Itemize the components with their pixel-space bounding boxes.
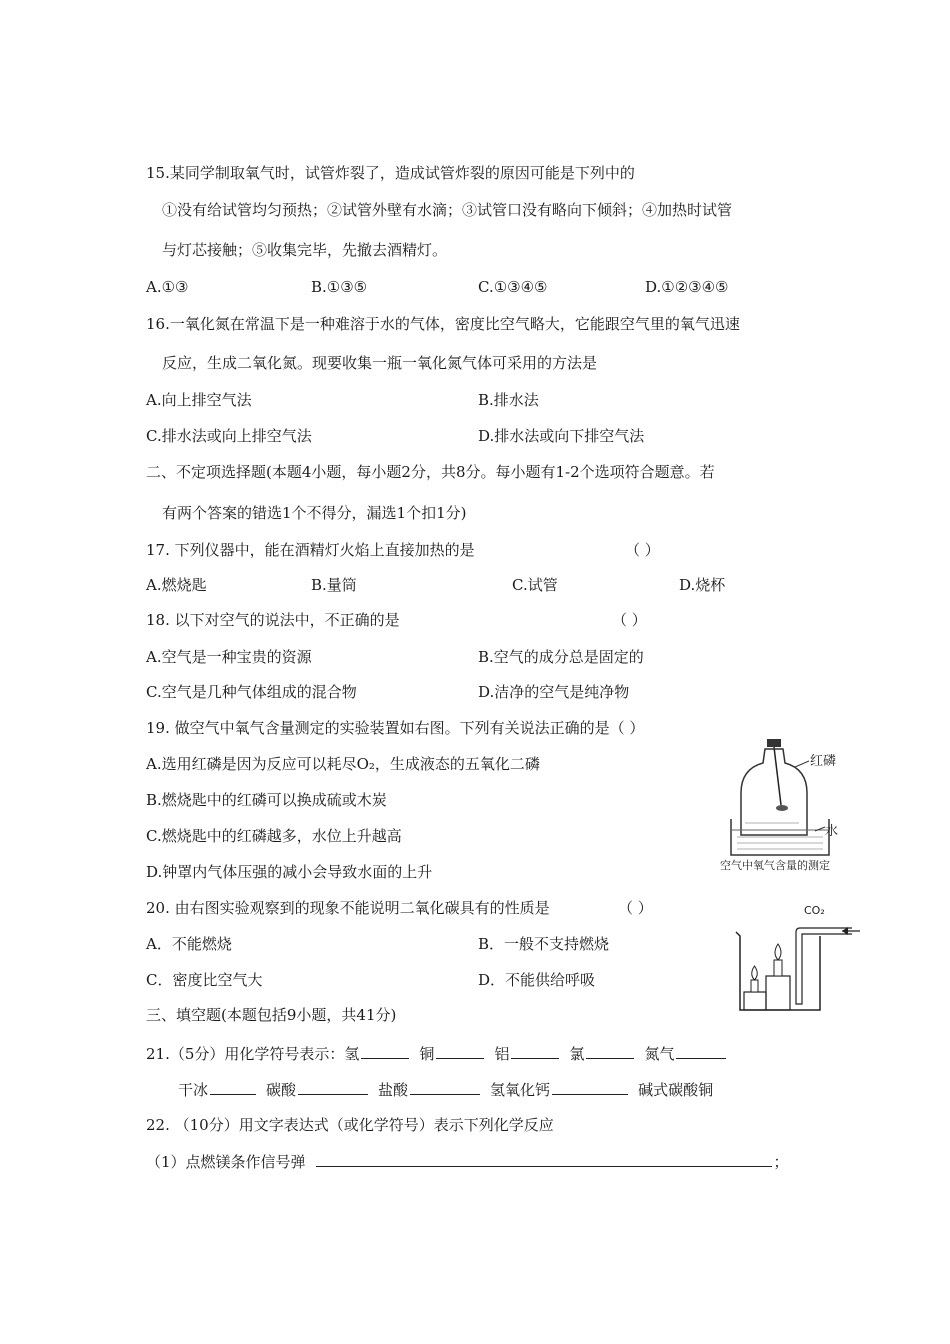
q19-apparatus-figure xyxy=(715,735,845,875)
section2-heading: 二、不定项选择题(本题4小题，每小题2分，共8分。每小题有1-2个选项符合题意。若 xyxy=(146,463,715,481)
q19-option-a: A.选用红磷是因为反应可以耗尽O₂，生成液态的五氧化二磷 xyxy=(146,755,540,773)
q21-item-hydrochloric-acid: 盐酸 xyxy=(378,1081,409,1099)
q20-answer-paren: （ ） xyxy=(618,899,653,917)
lower-step xyxy=(744,992,766,1010)
q20-stem: 20. 由右图实验观察到的现象不能说明二氧化碳具有的性质是 xyxy=(146,899,550,917)
q16-line2: 反应，生成二氧化氮。现要收集一瓶一氧化氮气体可采用的方法是 xyxy=(162,354,598,372)
q16-option-c: C.排水法或向上排空气法 xyxy=(146,427,312,445)
section2-note: 有两个答案的错选1个不得分，漏选1个扣1分) xyxy=(162,504,467,522)
q21-item-copper: 铜 xyxy=(419,1045,435,1063)
q17-option-b: B.量筒 xyxy=(311,576,357,594)
q22-item1 xyxy=(146,1150,789,1172)
q21-item-hydrogen: 氢 xyxy=(344,1045,360,1063)
q16-option-b: B.排水法 xyxy=(478,391,539,409)
q17-option-c: C.试管 xyxy=(512,576,558,594)
q21-item-calcium-hydroxide: 氢氧化钙 xyxy=(490,1081,551,1099)
q21-blank-copper[interactable] xyxy=(436,1042,484,1059)
q18-option-a: A.空气是一种宝贵的资源 xyxy=(146,648,312,666)
q19-stem: 19. 做空气中氧气含量测定的实验装置如右图。下列有关说法正确的是（ ） xyxy=(146,719,645,737)
short-candle xyxy=(751,980,758,992)
q22-stem: 22. （10分）用文字表达式（或化学符号）表示下列化学反应 xyxy=(146,1116,554,1134)
q19-option-c: C.燃烧匙中的红磷越多，水位上升越高 xyxy=(146,827,402,845)
higher-step xyxy=(766,976,790,1010)
q21-item-basic-copper-carbonate: 碱式碳酸铜 xyxy=(638,1081,714,1099)
q20-option-a: A．不能燃烧 xyxy=(146,935,232,953)
q21-item-carbonic-acid: 碳酸 xyxy=(266,1081,297,1099)
q15-option-d: D.①②③④⑤ xyxy=(645,278,729,296)
q17-option-d: D.烧杯 xyxy=(679,576,726,594)
q22-item1-end: ； xyxy=(773,1153,789,1171)
label-co2: CO₂ xyxy=(804,904,825,917)
q21-blank-nitrogen[interactable] xyxy=(676,1042,726,1059)
q16-stem: 16.一氧化氮在常温下是一种难溶于水的气体，密度比空气略大，它能跟空气里的氧气迅速 xyxy=(146,315,740,333)
q15-option-a: A.①③ xyxy=(146,278,189,296)
q21-prefix: 21.（5分）用化学符号表示： xyxy=(146,1045,345,1063)
q20-option-d: D．不能供给呼吸 xyxy=(478,971,596,989)
q18-option-b: B.空气的成分总是固定的 xyxy=(478,648,644,666)
q18-option-d: D.洁净的空气是纯净物 xyxy=(478,683,630,701)
q17-answer-paren: （ ） xyxy=(625,541,660,559)
q21-blank-hydrochloric-acid[interactable] xyxy=(410,1078,480,1095)
q15-line2: ①没有给试管均匀预热；②试管外壁有水滴；③试管口没有略向下倾斜；④加热时试管 xyxy=(162,201,733,219)
q21-blank-calcium-hydroxide[interactable] xyxy=(552,1078,628,1095)
q21-blank-dry-ice[interactable] xyxy=(210,1078,256,1095)
q15-option-b: B.①③⑤ xyxy=(311,278,368,296)
q21-item-aluminum: 铝 xyxy=(494,1045,510,1063)
figure-caption: 空气中氧气含量的测定 xyxy=(720,859,830,872)
q21-blank-carbonic-acid[interactable] xyxy=(298,1078,368,1095)
q16-option-d: D.排水法或向下排空气法 xyxy=(478,427,645,445)
q18-answer-paren: （ ） xyxy=(612,611,647,629)
q21-blank-hydrogen[interactable] xyxy=(361,1042,409,1059)
q21-item-dry-ice: 干冰 xyxy=(178,1081,209,1099)
label-water: 水 xyxy=(825,824,839,839)
q19-option-d: D.钟罩内气体压强的减小会导致水面的上升 xyxy=(146,863,433,881)
short-candle-flame-icon xyxy=(752,966,758,980)
water-hatching xyxy=(737,823,823,849)
q21-item-nitrogen: 氮气 xyxy=(644,1045,675,1063)
q20-co2-figure xyxy=(730,900,860,1018)
combustion-spoon xyxy=(776,805,788,811)
q20-option-b: B．一般不支持燃烧 xyxy=(478,935,610,953)
combustion-spoon-rod xyxy=(774,747,781,805)
tall-candle xyxy=(774,960,782,976)
tall-candle-flame-icon xyxy=(775,944,781,960)
bell-jar xyxy=(741,749,807,835)
label-red-phosphorus: 红磷 xyxy=(810,754,837,769)
q21-row2 xyxy=(178,1078,713,1100)
q18-stem: 18. 以下对空气的说法中，不正确的是 xyxy=(146,611,400,629)
q21-blank-aluminum[interactable] xyxy=(511,1042,559,1059)
q16-option-a: A.向上排空气法 xyxy=(146,391,252,409)
q17-stem: 17. 下列仪器中，能在酒精灯火焰上直接加热的是 xyxy=(146,541,475,559)
q15-line3: 与灯芯接触；⑤收集完毕，先撤去酒精灯。 xyxy=(162,241,448,259)
q18-option-c: C.空气是几种气体组成的混合物 xyxy=(146,683,357,701)
q15-stem: 15.某同学制取氧气时，试管炸裂了，造成试管炸裂的原因可能是下列中的 xyxy=(146,164,635,182)
delivery-tube xyxy=(796,928,852,1004)
q17-option-a: A.燃烧匙 xyxy=(146,576,207,594)
q21-item-chlorine: 氯 xyxy=(569,1045,585,1063)
q21-row1 xyxy=(146,1042,728,1064)
q20-option-c: C．密度比空气大 xyxy=(146,971,263,989)
q22-item1-answer-line[interactable] xyxy=(316,1150,772,1167)
stopper xyxy=(767,739,781,747)
q15-option-c: C.①③④⑤ xyxy=(478,278,548,296)
q19-option-b: B.燃烧匙中的红磷可以换成硫或木炭 xyxy=(146,791,387,809)
section3-heading: 三、填空题(本题包括9小题，共41分) xyxy=(146,1006,397,1024)
q22-item1-label: （1）点燃镁条作信号弹 xyxy=(146,1153,306,1171)
q21-blank-chlorine[interactable] xyxy=(586,1042,634,1059)
